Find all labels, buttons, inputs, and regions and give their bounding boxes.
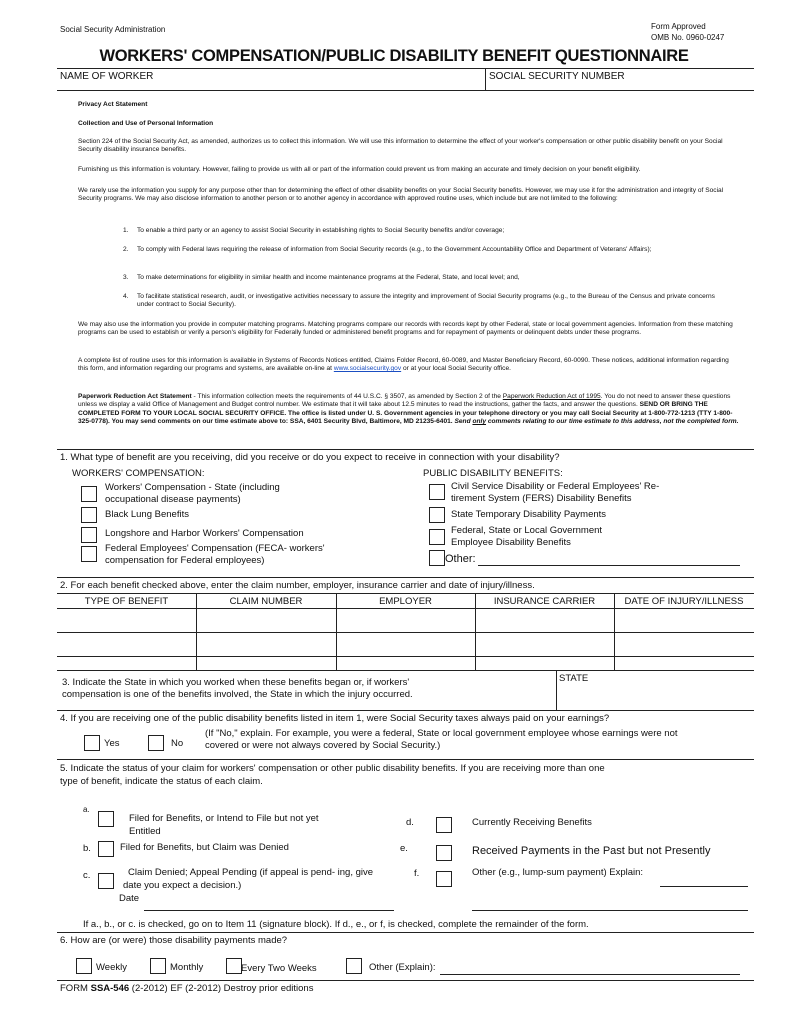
- list-number: 4.: [123, 293, 129, 300]
- other-status-explain-field[interactable]: [660, 886, 748, 887]
- privacy-heading: Privacy Act Statement: [78, 101, 148, 108]
- option-letter: f.: [414, 868, 420, 879]
- yes-label: Yes: [104, 738, 120, 749]
- no-explanation-instructions: (If "No," explain. For example, you were a federal, State or local government employee whose earnings were not covered or were not always covered by Social Security.): [205, 728, 678, 751]
- privacy-paragraph: A complete list of routine uses for this information is available in Systems of Records Notices entitled, Claims Folder Record, 60-0089, and Master Beneficiary Record, 60-0090. These notices, additional information regarding this form, and information regarding our programs and systems, are available on-line at www.socialsecurity.gov or at your local Social Security office.: [78, 357, 729, 373]
- option-letter: e.: [400, 843, 408, 854]
- divider: [57, 670, 754, 671]
- no-label: No: [171, 738, 184, 749]
- other-payment-checkbox[interactable]: [346, 958, 362, 974]
- civil-service-label: Civil Service Disability or Federal Employees' Re- tirement System (FERS) Disability Benefits: [451, 481, 660, 504]
- question-4: 4. If you are receiving one of the public disability benefits listed in item 1, were Social Security taxes always paid on your earnings?: [60, 713, 610, 724]
- black-lung-checkbox[interactable]: [81, 507, 97, 523]
- claim-denied-checkbox[interactable]: [98, 841, 114, 857]
- currently-receiving-checkbox[interactable]: [436, 817, 452, 833]
- currently-receiving-label: Currently Receiving Benefits: [472, 817, 592, 828]
- divider: [57, 710, 754, 711]
- every-two-weeks-label: Every Two Weeks: [241, 963, 317, 974]
- monthly-checkbox[interactable]: [150, 958, 166, 974]
- divider: [57, 759, 754, 760]
- ssn-field[interactable]: [625, 70, 750, 88]
- filed-intend-checkbox[interactable]: [98, 811, 114, 827]
- column-header: CLAIM NUMBER: [229, 596, 303, 607]
- privacy-paragraph: We rarely use the information you supply for any purpose other than for determining the effect of other disability benefits on your Social Security benefits. However, we may use it for the administration and integrity of Social Security programs. We may also disclose information to another person or to another agency in accordance with approved routine uses, which include but are not limited to the following:: [78, 187, 724, 203]
- date-label: Date: [119, 893, 140, 904]
- privacy-subheading: Collection and Use of Personal Information: [78, 120, 214, 127]
- other-benefit-field[interactable]: [478, 565, 740, 566]
- wc-heading: WORKERS' COMPENSATION:: [72, 468, 205, 479]
- decision-date-field[interactable]: [144, 910, 394, 911]
- column-header: TYPE OF BENEFIT: [84, 596, 169, 607]
- government-employee-label: Federal, State or Local Government Employee Disability Benefits: [451, 525, 603, 548]
- privacy-paragraph: Furnishing us this information is voluntary. However, failing to provide us with all or part of the information could prevent us from making an accurate and timely decision on your benefit eligibility.: [78, 166, 641, 173]
- divider: [57, 449, 754, 450]
- ssa-website-link[interactable]: www.socialsecurity.gov: [333, 365, 402, 373]
- black-lung-label: Black Lung Benefits: [105, 509, 189, 520]
- divider: [485, 68, 486, 90]
- state-temporary-label: State Temporary Disability Payments: [451, 509, 607, 520]
- longshore-label: Longshore and Harbor Workers' Compensation: [105, 528, 304, 539]
- name-of-worker-field[interactable]: [160, 70, 480, 88]
- paperwork-statement: Paperwork Reduction Act Statement - This information collection meets the requirements of 44 U.S.C. § 3507, as amended by Section 2 of the Paperwork Reduction Act of 1995. You do not need to answer these questions unless we display a valid Office of Management and Budget control number. We estimate that it will take about 12.5 minutes to read the instructions, gather the facts, and answer the questions. SEND OR BRING THE COMPLETED FORM TO YOUR LOCAL SOCIAL SECURITY OFFICE. The office is listed under U. S. Government agencies in your telephone directory or you may call Social Security at 1-800-772-1213 (TTY 1-800-325-0778). You may send comments on our time estimate above to: SSA, 6401 Security Blvd, Baltimore, MD 21235-6401. Send only comments relating to our time estimate to this address, not the completed form.: [78, 393, 739, 426]
- q5-instruction-note: If a., b., or c. is checked, go on to Item 11 (signature block). If d., e., or f, is checked, complete the remainder of the form.: [83, 919, 589, 930]
- other-status-explain-field-line2[interactable]: [472, 910, 748, 911]
- form-title: WORKERS' COMPENSATION/PUBLIC DISABILITY BENEFIT QUESTIONNAIRE: [99, 47, 689, 65]
- longshore-checkbox[interactable]: [81, 527, 97, 543]
- past-payments-checkbox[interactable]: [436, 845, 452, 861]
- government-employee-checkbox[interactable]: [429, 529, 445, 545]
- divider: [57, 68, 754, 69]
- option-letter: c.: [83, 870, 91, 881]
- feca-label: Federal Employees' Compensation (FECA- workers' compensation for Federal employees): [105, 543, 325, 566]
- divider: [57, 932, 754, 933]
- weekly-label: Weekly: [96, 962, 127, 973]
- list-item: To make determinations for eligibility in similar health and income maintenance programs at the Federal, State, and local level; and,: [137, 274, 520, 281]
- list-item: To comply with Federal laws requiring the release of information from Social Security records (e.g., to the Government Accountability Office and Department of Veterans' Affairs);: [137, 246, 652, 253]
- privacy-paragraph: Section 224 of the Social Security Act, as amended, authorizes us to collect this information. We will use this information to determine the effect of your worker's compensation or other public disability benefit on your Social Security disability insurance benefits.: [78, 138, 723, 154]
- other-benefit-checkbox[interactable]: [429, 550, 445, 566]
- privacy-paragraph: We may also use the information you provide in computer matching programs. Matching programs compare our records with records kept by other Federal, state or local government agencies. Information from these matching programs can be used to establish or verify a person's eligibility for Federally funded or administered benefit programs and for repayment of payments or delinquent debts under these programs.: [78, 321, 733, 337]
- claim-denied-label: Filed for Benefits, but Claim was Denied: [120, 842, 289, 853]
- list-number: 1.: [123, 227, 129, 234]
- divider: [57, 577, 754, 578]
- column-header: EMPLOYER: [379, 596, 432, 607]
- pra-link[interactable]: Paperwork Reduction Act of 1995: [502, 393, 601, 400]
- list-number: 3.: [123, 274, 129, 281]
- ssn-label: SOCIAL SECURITY NUMBER: [489, 71, 625, 82]
- other-payment-explain-field[interactable]: [440, 974, 740, 975]
- claims-table-entry-area[interactable]: [58, 609, 754, 669]
- list-number: 2.: [123, 246, 129, 253]
- weekly-checkbox[interactable]: [76, 958, 92, 974]
- state-field[interactable]: [558, 686, 753, 708]
- appeal-pending-label: Claim Denied; Appeal Pending (if appeal is pend- ing, give date you expect a decision.): [123, 867, 374, 891]
- form-footer: FORM SSA-546 (2-2012) EF (2-2012) Destroy prior editions: [60, 983, 314, 994]
- pd-heading: PUBLIC DISABILITY BENEFITS:: [423, 468, 563, 479]
- state-temporary-checkbox[interactable]: [429, 507, 445, 523]
- agency-name: Social Security Administration: [60, 25, 166, 34]
- past-payments-label: Received Payments in the Past but not Presently: [472, 845, 711, 857]
- question-5: 5. Indicate the status of your claim for workers' compensation or other public disability benefits. If you are receiving more than one type of benefit, indicate the status of each claim.: [60, 763, 605, 787]
- other-status-label: Other (e.g., lump-sum payment) Explain:: [472, 867, 644, 878]
- list-item: To enable a third party or an agency to assist Social Security in establishing rights to Social Security benefits and/or coverage;: [137, 227, 505, 234]
- no-checkbox[interactable]: [148, 735, 164, 751]
- omb-number: OMB No. 0960-0247: [651, 33, 725, 42]
- wc-state-label: Workers' Compensation - State (including occupational disease payments): [105, 482, 280, 505]
- wc-state-checkbox[interactable]: [81, 486, 97, 502]
- name-of-worker-label: NAME OF WORKER: [60, 71, 154, 82]
- question-1: 1. What type of benefit are you receiving, did you receive or do you expect to receive in connection with your disability?: [60, 452, 560, 463]
- table-border: [57, 593, 754, 594]
- civil-service-checkbox[interactable]: [429, 484, 445, 500]
- column-header: INSURANCE CARRIER: [493, 596, 596, 607]
- other-benefit-label: Other:: [445, 553, 476, 565]
- monthly-label: Monthly: [170, 962, 204, 973]
- list-item: To facilitate statistical research, audit, or investigative activities necessary to assure the integrity and improvement of Social Security programs (e.g., to the Bureau of the Census and private concerns under contract to Social Security).: [137, 293, 715, 309]
- feca-checkbox[interactable]: [81, 546, 97, 562]
- yes-checkbox[interactable]: [84, 735, 100, 751]
- option-letter: d.: [406, 817, 414, 828]
- divider: [57, 980, 754, 981]
- divider: [556, 670, 557, 710]
- every-two-weeks-checkbox[interactable]: [226, 958, 242, 974]
- question-3: 3. Indicate the State in which you worked when these benefits began or, if workers' compensation is one of the benefits involved, the State in which the injury occurred.: [62, 677, 413, 700]
- state-label: STATE: [559, 673, 589, 684]
- other-payment-label: Other (Explain):: [369, 962, 436, 973]
- form-number: SSA-546: [90, 983, 130, 994]
- column-header: DATE OF INJURY/ILLNESS: [624, 596, 744, 607]
- divider: [57, 90, 754, 91]
- appeal-pending-checkbox[interactable]: [98, 873, 114, 889]
- filed-intend-label: Filed for Benefits, or Intend to File but not yet Entitled: [129, 813, 319, 837]
- option-letter: a.: [83, 805, 90, 814]
- option-letter: b.: [83, 843, 91, 854]
- form-approved: Form Approved: [651, 22, 706, 31]
- other-status-checkbox[interactable]: [436, 871, 452, 887]
- question-2: 2. For each benefit checked above, enter the claim number, employer, insurance carrier and date of injury/illness.: [60, 580, 535, 591]
- question-6: 6. How are (or were) those disability payments made?: [60, 935, 288, 946]
